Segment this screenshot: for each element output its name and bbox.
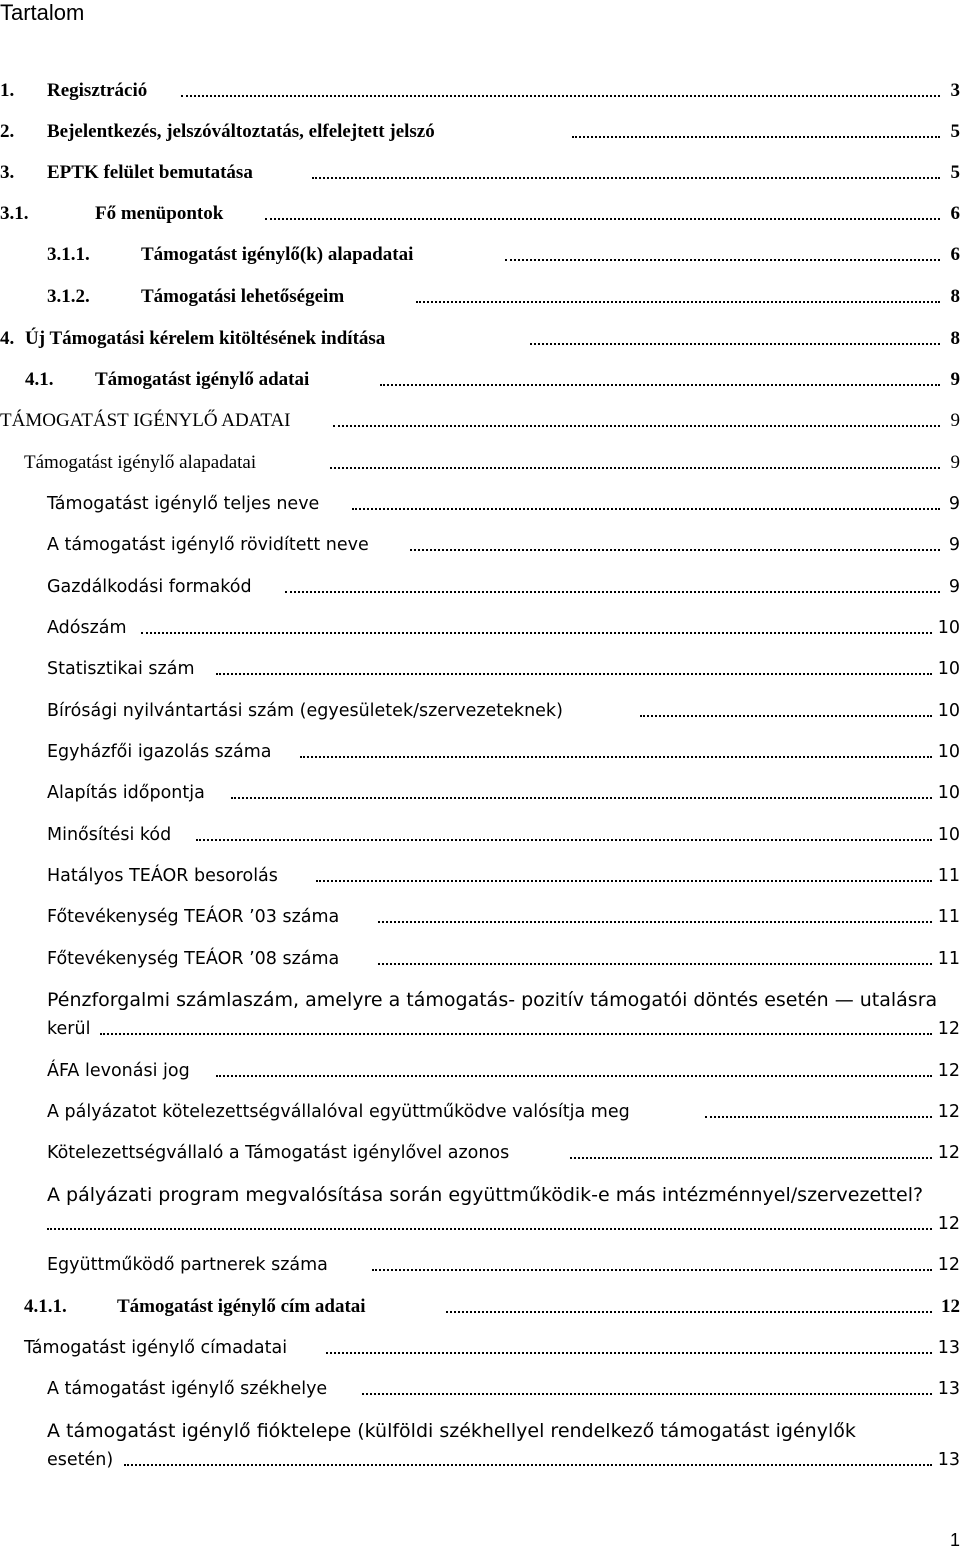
toc-entry-page: 9 [948,494,960,514]
toc-entry-title: Új Támogatási kérelem kitöltésének indítása [25,328,386,349]
toc-entry[interactable] [0,1335,960,1361]
toc-leader-dots [570,1140,932,1166]
toc-entry-page: 11 [937,866,960,886]
toc-entry-title: ÁFA levonási jog [47,1061,190,1081]
toc-leader-dots [300,739,932,765]
toc-entry-page: 10 [937,659,960,679]
toc-entry-page: 12 [937,1214,960,1234]
toc-entry[interactable] [0,946,960,972]
toc-leader-dots [316,863,932,889]
toc-entry-title: Támogatást igénylő címadatai [24,1338,288,1358]
toc-leader-dots [378,946,932,972]
toc-leader-dots [362,1376,932,1402]
toc-entry-title: Kötelezettségvállaló a Támogatást igénylővel azonos [47,1143,510,1163]
toc-entry[interactable] [0,615,960,641]
toc-entry-number: 4. [0,328,15,349]
toc-entry-line1: Pénzforgalmi számlaszám, amelyre a támogatás- pozitív támogatói döntés esetén — utalásra [47,989,938,1011]
toc-entry-page: 3 [950,80,960,101]
toc-entry[interactable] [0,408,960,434]
toc-leader-dots [330,450,940,476]
toc-leader-dots [505,242,940,268]
toc-entry-title: Alapítás időpontja [47,783,205,803]
toc-entry-title: Egyházfői igazolás száma [47,742,272,762]
toc-entry-page: 10 [937,783,960,803]
toc-entry-page: 12 [937,1061,960,1081]
toc-entry[interactable] [0,822,960,848]
toc-entry-title: Gazdálkodási formakód [47,577,252,597]
toc-entry-title: A pályázatot kötelezettségvállalóval együttműködve valósítja meg [47,1102,630,1122]
toc-entry-page: 12 [937,1143,960,1163]
toc-entry-title: Bírósági nyilvántartási szám (egyesületek/szervezeteknek) [47,701,563,721]
toc-entry-title: Regisztráció [47,80,148,101]
toc-entry[interactable] [0,1376,960,1402]
toc-entry-number: 4.1.1. [24,1296,67,1317]
toc-entry-page: 11 [937,949,960,969]
toc-leader-dots [372,1252,932,1278]
toc-entry[interactable] [0,1099,960,1125]
toc-entry-number: 3.1.2. [47,286,90,307]
toc-entry-title: esetén) [47,1450,114,1470]
toc-leader-dots [216,656,932,682]
toc-entry-page: 13 [937,1379,960,1399]
toc-entry[interactable] [0,698,960,724]
toc-leader-dots [326,1335,932,1361]
toc-leader-dots [333,408,940,434]
toc-entry-page: 10 [937,742,960,762]
toc-entry-page: 6 [950,244,960,265]
toc-entry[interactable] [0,242,960,268]
toc-leader-dots [231,780,932,806]
toc-leader-dots [446,1294,932,1320]
toc-entry[interactable] [0,1140,960,1166]
toc-entry-title: Támogatást igénylő teljes neve [47,494,320,514]
toc-leader-dots [285,574,940,600]
toc-entry-title: Támogatást igénylő(k) alapadatai [141,244,414,265]
toc-entry-title: Bejelentkezés, jelszóváltoztatás, elfelejtett jelszó [47,121,435,142]
toc-entry[interactable] [0,1211,960,1237]
toc-entry[interactable] [0,326,960,352]
toc-leader-dots [47,1211,932,1237]
toc-entry[interactable] [0,656,960,682]
toc-entry[interactable] [0,1294,960,1320]
toc-leader-dots [410,532,940,558]
toc-entry[interactable] [0,201,960,227]
toc-leader-dots [640,698,932,724]
toc-entry-page: 6 [950,203,960,224]
toc-entry-title: TÁMOGATÁST IGÉNYLŐ ADATAI [0,410,291,431]
toc-leader-dots [352,491,940,517]
toc-entry-title: Hatályos TEÁOR besorolás [47,866,278,886]
toc-entry[interactable] [0,1252,960,1278]
toc-entry-page: 9 [948,577,960,597]
toc-entry-line1: A pályázati program megvalósítása során együttműködik-e más intézménnyel/szervezettel? [47,1184,924,1206]
toc-entry-page: 9 [950,410,960,431]
toc-leader-dots [572,119,940,145]
toc-leader-dots [312,160,940,186]
toc-entry-page: 12 [937,1255,960,1275]
toc-entry-page: 10 [937,701,960,721]
page-title: Tartalom [0,0,85,25]
toc-entry[interactable] [0,780,960,806]
toc-entry-title: Statisztikai szám [47,659,195,679]
toc-entry-page: 9 [948,535,960,555]
toc-entry-title: A támogatást igénylő székhelye [47,1379,328,1399]
toc-leader-dots [705,1099,932,1125]
toc-leader-dots [216,1058,932,1084]
toc-entry-page: 10 [937,618,960,638]
toc-entry[interactable] [0,491,960,517]
toc-entry-title: Támogatási lehetőségeim [141,286,345,307]
toc-entry-number: 2. [0,121,15,142]
toc-entry-number: 3.1.1. [47,244,90,265]
toc-entry-page: 12 [941,1296,960,1317]
toc-entry-page: 12 [937,1019,960,1039]
toc-entry[interactable] [0,739,960,765]
toc-entry-page: 13 [937,1450,960,1470]
toc-entry-page: 13 [937,1338,960,1358]
toc-leader-dots [124,1447,932,1473]
toc-leader-dots [416,284,940,310]
toc-entry[interactable] [0,904,960,930]
toc-leader-dots [265,201,940,227]
toc-entry-title: Támogatást igénylő alapadatai [24,452,257,473]
toc-entry-page: 10 [937,825,960,845]
toc-entry[interactable] [0,367,960,393]
toc-entry-title: EPTK felület bemutatása [47,162,253,183]
toc-entry[interactable] [0,532,960,558]
toc-entry-page: 8 [950,286,960,307]
toc-entry-number: 3.1. [0,203,29,224]
toc-entry-title: Adószám [47,618,127,638]
toc-entry[interactable] [0,1058,960,1084]
toc-entry-number: 1. [0,80,15,101]
toc-entry-title: kerül [47,1019,91,1039]
toc-entry-page: 5 [950,121,960,142]
toc-leader-dots [181,78,940,104]
toc-leader-dots [141,615,932,641]
toc-entry[interactable] [0,284,960,310]
toc-entry-title: Főtevékenység TEÁOR ’08 száma [47,949,340,969]
toc-entry[interactable] [0,863,960,889]
toc-entry-title: Együttműködő partnerek száma [47,1255,328,1275]
toc-entry-page: 12 [937,1102,960,1122]
toc-entry[interactable] [0,574,960,600]
toc-entry-number: 3. [0,162,15,183]
toc-entry-page: 9 [950,452,960,473]
toc-entry-number: 4.1. [25,369,54,390]
toc-entry-page: 8 [950,328,960,349]
page-number: 1 [949,1530,960,1550]
toc-entry[interactable] [0,1016,960,1042]
toc-leader-dots [100,1016,932,1042]
toc-entry[interactable] [0,78,960,104]
toc-entry-title: Fő menüpontok [95,203,224,224]
toc-leader-dots [196,822,932,848]
toc-entry-line1: A támogatást igénylő fióktelepe (külföldi székhellyel rendelkező támogatást igénylők [47,1420,856,1442]
toc-entry-title: A támogatást igénylő rövidített neve [47,535,369,555]
toc-entry-page: 9 [950,369,960,390]
toc-leader-dots [530,326,940,352]
toc-entry-title: Támogatást igénylő cím adatai [117,1296,366,1317]
toc-entry-page: 11 [937,907,960,927]
toc-entry-title: Minősítési kód [47,825,172,845]
toc-entry[interactable] [0,160,960,186]
toc-entry-title: Főtevékenység TEÁOR ’03 száma [47,907,340,927]
toc-entry-title: Támogatást igénylő adatai [95,369,310,390]
toc-entry[interactable] [0,119,960,145]
toc-leader-dots [378,904,932,930]
toc-entry[interactable] [0,1447,960,1473]
toc-entry-page: 5 [950,162,960,183]
toc-entry[interactable] [0,450,960,476]
toc-leader-dots [380,367,940,393]
